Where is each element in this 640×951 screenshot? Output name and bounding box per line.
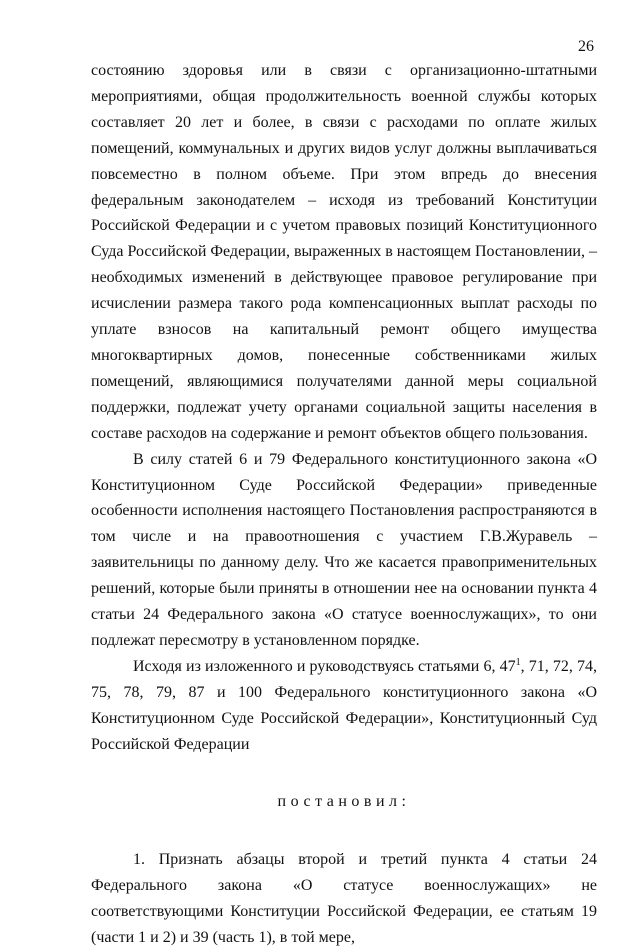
paragraph-legal-basis	[91, 654, 597, 758]
section-spacer	[91, 815, 597, 847]
paragraph-continuation: состоянию здоровья или в связи с организационно-штатными мероприятиями, общая продолжительность военной службы которых составляет 20 лет и более, в связи с расходами по оплате жилых помещений, коммунальных и других видов услуг должны выплачиваться повсеместно в полном объеме. При этом впредь до внесения федеральным законодателем – исходя из требований Конституции Российской Федерации и с учетом правовых позиций Конституционного Суда Российской Федерации, выраженных в настоящем Постановлении, – необходимых изменений в действующее правовое регулирование при исчислении размера такого рода компенсационных выплат расходы по уплате взносов на капитальный ремонт общего имущества многоквартирных домов, понесенные собственниками жилых помещений, являющимися получателями данной меры социальной поддержки, подлежат учету органами социальной защиты населения в составе расходов на содержание и ремонт объектов общего пользования.	[91, 62, 597, 442]
paragraph-resolution-item-1: 1. Признать абзацы второй и третий пункта 4 статьи 24 Федерального закона «О статусе военнослужащих» не соответствующими Конституции Российской Федерации, ее статьям 19 (части 1 и 2) и 39 (часть 1), в той мере,	[91, 851, 597, 947]
document-body	[91, 58, 597, 951]
legal-basis-text-end: , 71, 72, 74, 75, 78, 79, 87 и 100 Федерального конституционного закона «О Конституционном Суде Российской Федерации», Конституционный Суд Российской Федерации	[91, 657, 598, 753]
paragraph-enforcement: В силу статей 6 и 79 Федерального конституционного закона «О Конституционном Суде Российской Федерации» приведенные особенности исполнения настоящего Постановления распространяются в том числе и на правоотношения с участием Г.В.Журавель – заявительницы по данному делу. Что же касается правоприменительных решений, которые были приняты в отношении нее на основании пункта 4 статьи 24 Федерального закона «О статусе военнослужащих», то они подлежат пересмотру в установленном порядке.	[91, 450, 597, 649]
resolution-heading: постановил:	[277, 793, 411, 811]
section-spacer	[91, 757, 597, 789]
page-number: 26	[578, 38, 594, 55]
article-superscript: 1	[515, 656, 521, 668]
legal-basis-text-start: Исходя из изложенного и руководствуясь статьями 6, 47	[133, 657, 516, 675]
